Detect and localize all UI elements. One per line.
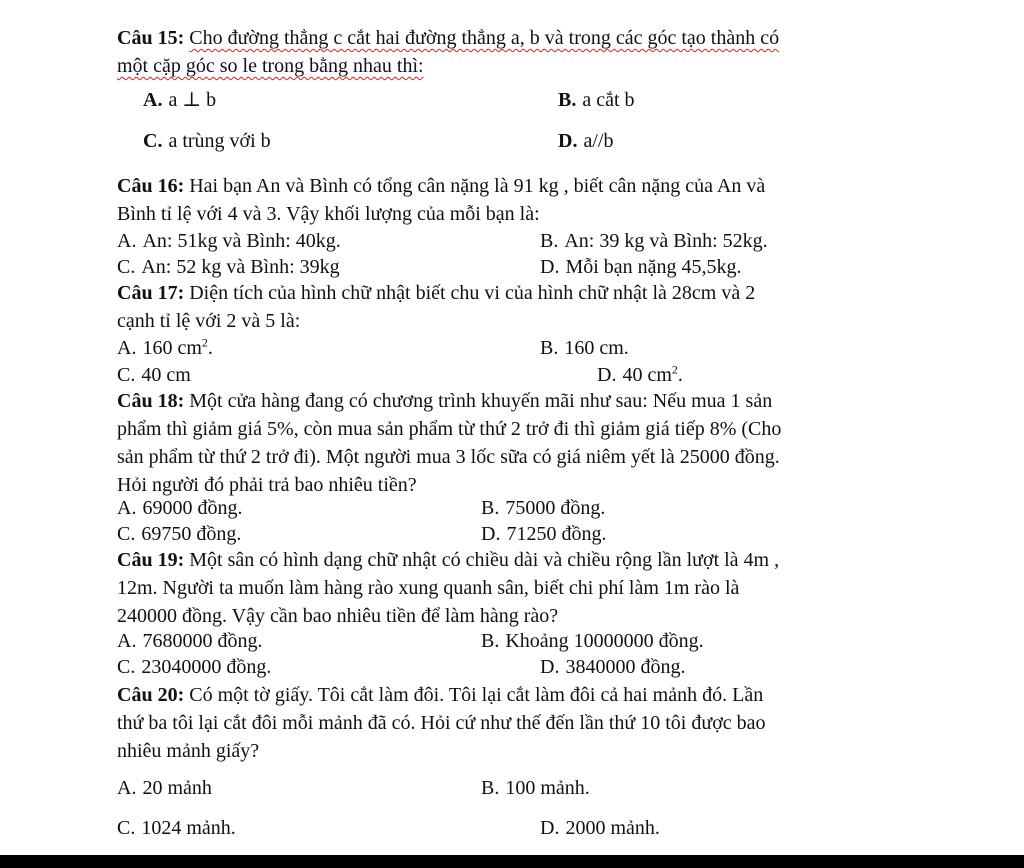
question-line: [117, 415, 917, 443]
option-20-b: [481, 774, 590, 802]
question-text: Một cửa hàng đang có chương trình khuyến mãi như sau: Nếu mua 1 sản: [189, 390, 773, 412]
question-line: [117, 172, 917, 200]
question-line: [117, 546, 917, 574]
option-17-a: [117, 334, 213, 362]
option-text: a ⊥ b: [168, 89, 217, 111]
option-letter: C.: [117, 523, 136, 545]
question-line: [117, 443, 917, 471]
option-15-b: [558, 86, 635, 114]
question-line: [117, 737, 917, 765]
question-text: Diện tích của hình chữ nhật biết chu vi của hình chữ nhật là 28cm và 2: [189, 282, 756, 304]
option-letter: B.: [481, 630, 500, 652]
question-line: [117, 709, 917, 737]
option-text: 1024 mảnh.: [141, 817, 236, 839]
option-15-d: [558, 127, 613, 155]
option-letter: A.: [117, 497, 137, 519]
option-letter: B.: [481, 777, 500, 799]
question-text: một cặp góc so le trong bằng nhau thì:: [117, 55, 424, 77]
question-label: Câu 17:: [117, 282, 185, 304]
option-18-b: [481, 494, 605, 522]
option-letter: D.: [540, 817, 560, 839]
question-20: [117, 681, 917, 765]
option-letter: A.: [117, 630, 137, 652]
option-text: a cắt b: [582, 89, 635, 111]
question-text: Cho đường thẳng c cắt hai đường thẳng a, b và trong các góc tạo thành có: [189, 27, 780, 49]
question-text: Một sân có hình dạng chữ nhật có chiều dài và chiều rộng lần lượt là 4m ,: [189, 549, 780, 571]
question-19: [117, 546, 917, 630]
option-letter: A.: [117, 337, 137, 359]
question-line: [117, 574, 917, 602]
question-text: Có một tờ giấy. Tôi cắt làm đôi. Tôi lại cắt làm đôi cả hai mảnh đó. Lần: [189, 684, 764, 706]
option-20-c: [117, 814, 236, 842]
question-18: [117, 387, 917, 499]
option-text: a trùng với b: [168, 130, 271, 152]
option-17-c: [117, 361, 191, 389]
question-text: sản phẩm từ thứ 2 trở đi). Một người mua 3 lốc sữa có giá niêm yết là 25000 đồng.: [117, 446, 780, 468]
question-label: Câu 15:: [117, 27, 185, 49]
question-16: [117, 172, 917, 228]
option-text: 160 cm.: [564, 337, 629, 359]
option-text: Khoảng 10000000 đồng.: [505, 630, 704, 652]
option-16-a: [117, 227, 341, 255]
question-text: phẩm thì giảm giá 5%, còn mua sản phẩm từ thứ 2 trở đi thì giảm giá tiếp 8% (Cho: [117, 418, 782, 440]
question-15: [117, 24, 917, 80]
option-text: 71250 đồng.: [506, 523, 607, 545]
option-text-suffix: .: [207, 337, 213, 359]
option-letter: D.: [540, 256, 560, 278]
question-line: [117, 602, 917, 630]
option-text: An: 52 kg và Bình: 39kg: [141, 256, 340, 278]
option-text: 69750 đồng.: [141, 523, 242, 545]
option-letter: B.: [540, 230, 559, 252]
option-19-c: [117, 653, 271, 681]
option-15-a: [143, 86, 216, 114]
option-text: 3840000 đồng.: [565, 656, 686, 678]
option-letter: B.: [558, 89, 577, 111]
question-text: 240000 đồng. Vậy cần bao nhiêu tiền để làm hàng rào?: [117, 605, 559, 627]
option-text-suffix: .: [677, 364, 683, 386]
question-line: [117, 200, 917, 228]
question-text: Bình tỉ lệ với 4 và 3. Vậy khối lượng của mỗi bạn là:: [117, 203, 540, 225]
option-letter: D.: [558, 130, 578, 152]
option-text: 40 cm: [141, 364, 191, 386]
option-text: 2000 mảnh.: [565, 817, 660, 839]
option-text: 75000 đồng.: [505, 497, 606, 519]
question-line: [117, 24, 917, 52]
option-text: 160 cm: [142, 337, 202, 359]
option-text: An: 51kg và Bình: 40kg.: [142, 230, 341, 252]
option-letter: B.: [481, 497, 500, 519]
option-20-d: [540, 814, 660, 842]
question-text: Hỏi người đó phải trả bao nhiêu tiền?: [117, 474, 417, 496]
question-label: Câu 16:: [117, 175, 185, 197]
option-text: 7680000 đồng.: [142, 630, 263, 652]
question-text: nhiêu mảnh giấy?: [117, 740, 260, 762]
option-text: 40 cm: [622, 364, 672, 386]
option-text: 20 mảnh: [142, 777, 212, 799]
option-letter: B.: [540, 337, 559, 359]
option-16-c: [117, 253, 340, 281]
option-18-c: [117, 520, 241, 548]
option-text: 100 mảnh.: [505, 777, 590, 799]
option-letter: A.: [143, 89, 163, 111]
question-17: [117, 279, 917, 335]
option-letter: A.: [117, 230, 137, 252]
option-19-b: [481, 627, 704, 655]
superscript: 2: [671, 362, 678, 377]
option-16-d: [540, 253, 742, 281]
question-line: [117, 681, 917, 709]
option-17-b: [540, 334, 629, 362]
option-text: An: 39 kg và Bình: 52kg.: [564, 230, 768, 252]
option-20-a: [117, 774, 212, 802]
superscript: 2: [201, 335, 208, 350]
option-letter: D.: [540, 656, 560, 678]
option-letter: C.: [117, 256, 136, 278]
option-letter: C.: [117, 656, 136, 678]
option-text: 23040000 đồng.: [141, 656, 272, 678]
option-15-c: [143, 127, 271, 155]
question-label: Câu 19:: [117, 549, 185, 571]
option-letter: C.: [143, 130, 163, 152]
option-text: a//b: [583, 130, 614, 152]
option-letter: C.: [117, 817, 136, 839]
option-16-b: [540, 227, 768, 255]
option-text: Mỗi bạn nặng 45,5kg.: [565, 256, 742, 278]
option-text: 69000 đồng.: [142, 497, 243, 519]
question-text: thứ ba tôi lại cắt đôi mỗi mảnh đã có. Hỏi cứ như thế đến lần thứ 10 tôi được bao: [117, 712, 766, 734]
question-line: [117, 279, 917, 307]
option-19-d: [540, 653, 685, 681]
question-text: cạnh tỉ lệ với 2 và 5 là:: [117, 310, 301, 332]
question-text: 12m. Người ta muốn làm hàng rào xung quanh sân, biết chi phí làm 1m rào là: [117, 577, 740, 599]
option-19-a: [117, 627, 262, 655]
option-17-d: [597, 361, 683, 389]
option-18-a: [117, 494, 242, 522]
option-letter: D.: [481, 523, 501, 545]
question-line: [117, 307, 917, 335]
question-label: Câu 20:: [117, 684, 185, 706]
option-letter: C.: [117, 364, 136, 386]
option-letter: D.: [597, 364, 617, 386]
question-text: Hai bạn An và Bình có tổng cân nặng là 91 kg , biết cân nặng của An và: [189, 175, 766, 197]
question-line: [117, 52, 917, 80]
option-letter: A.: [117, 777, 137, 799]
question-label: Câu 18:: [117, 390, 185, 412]
option-18-d: [481, 520, 606, 548]
question-line: [117, 387, 917, 415]
